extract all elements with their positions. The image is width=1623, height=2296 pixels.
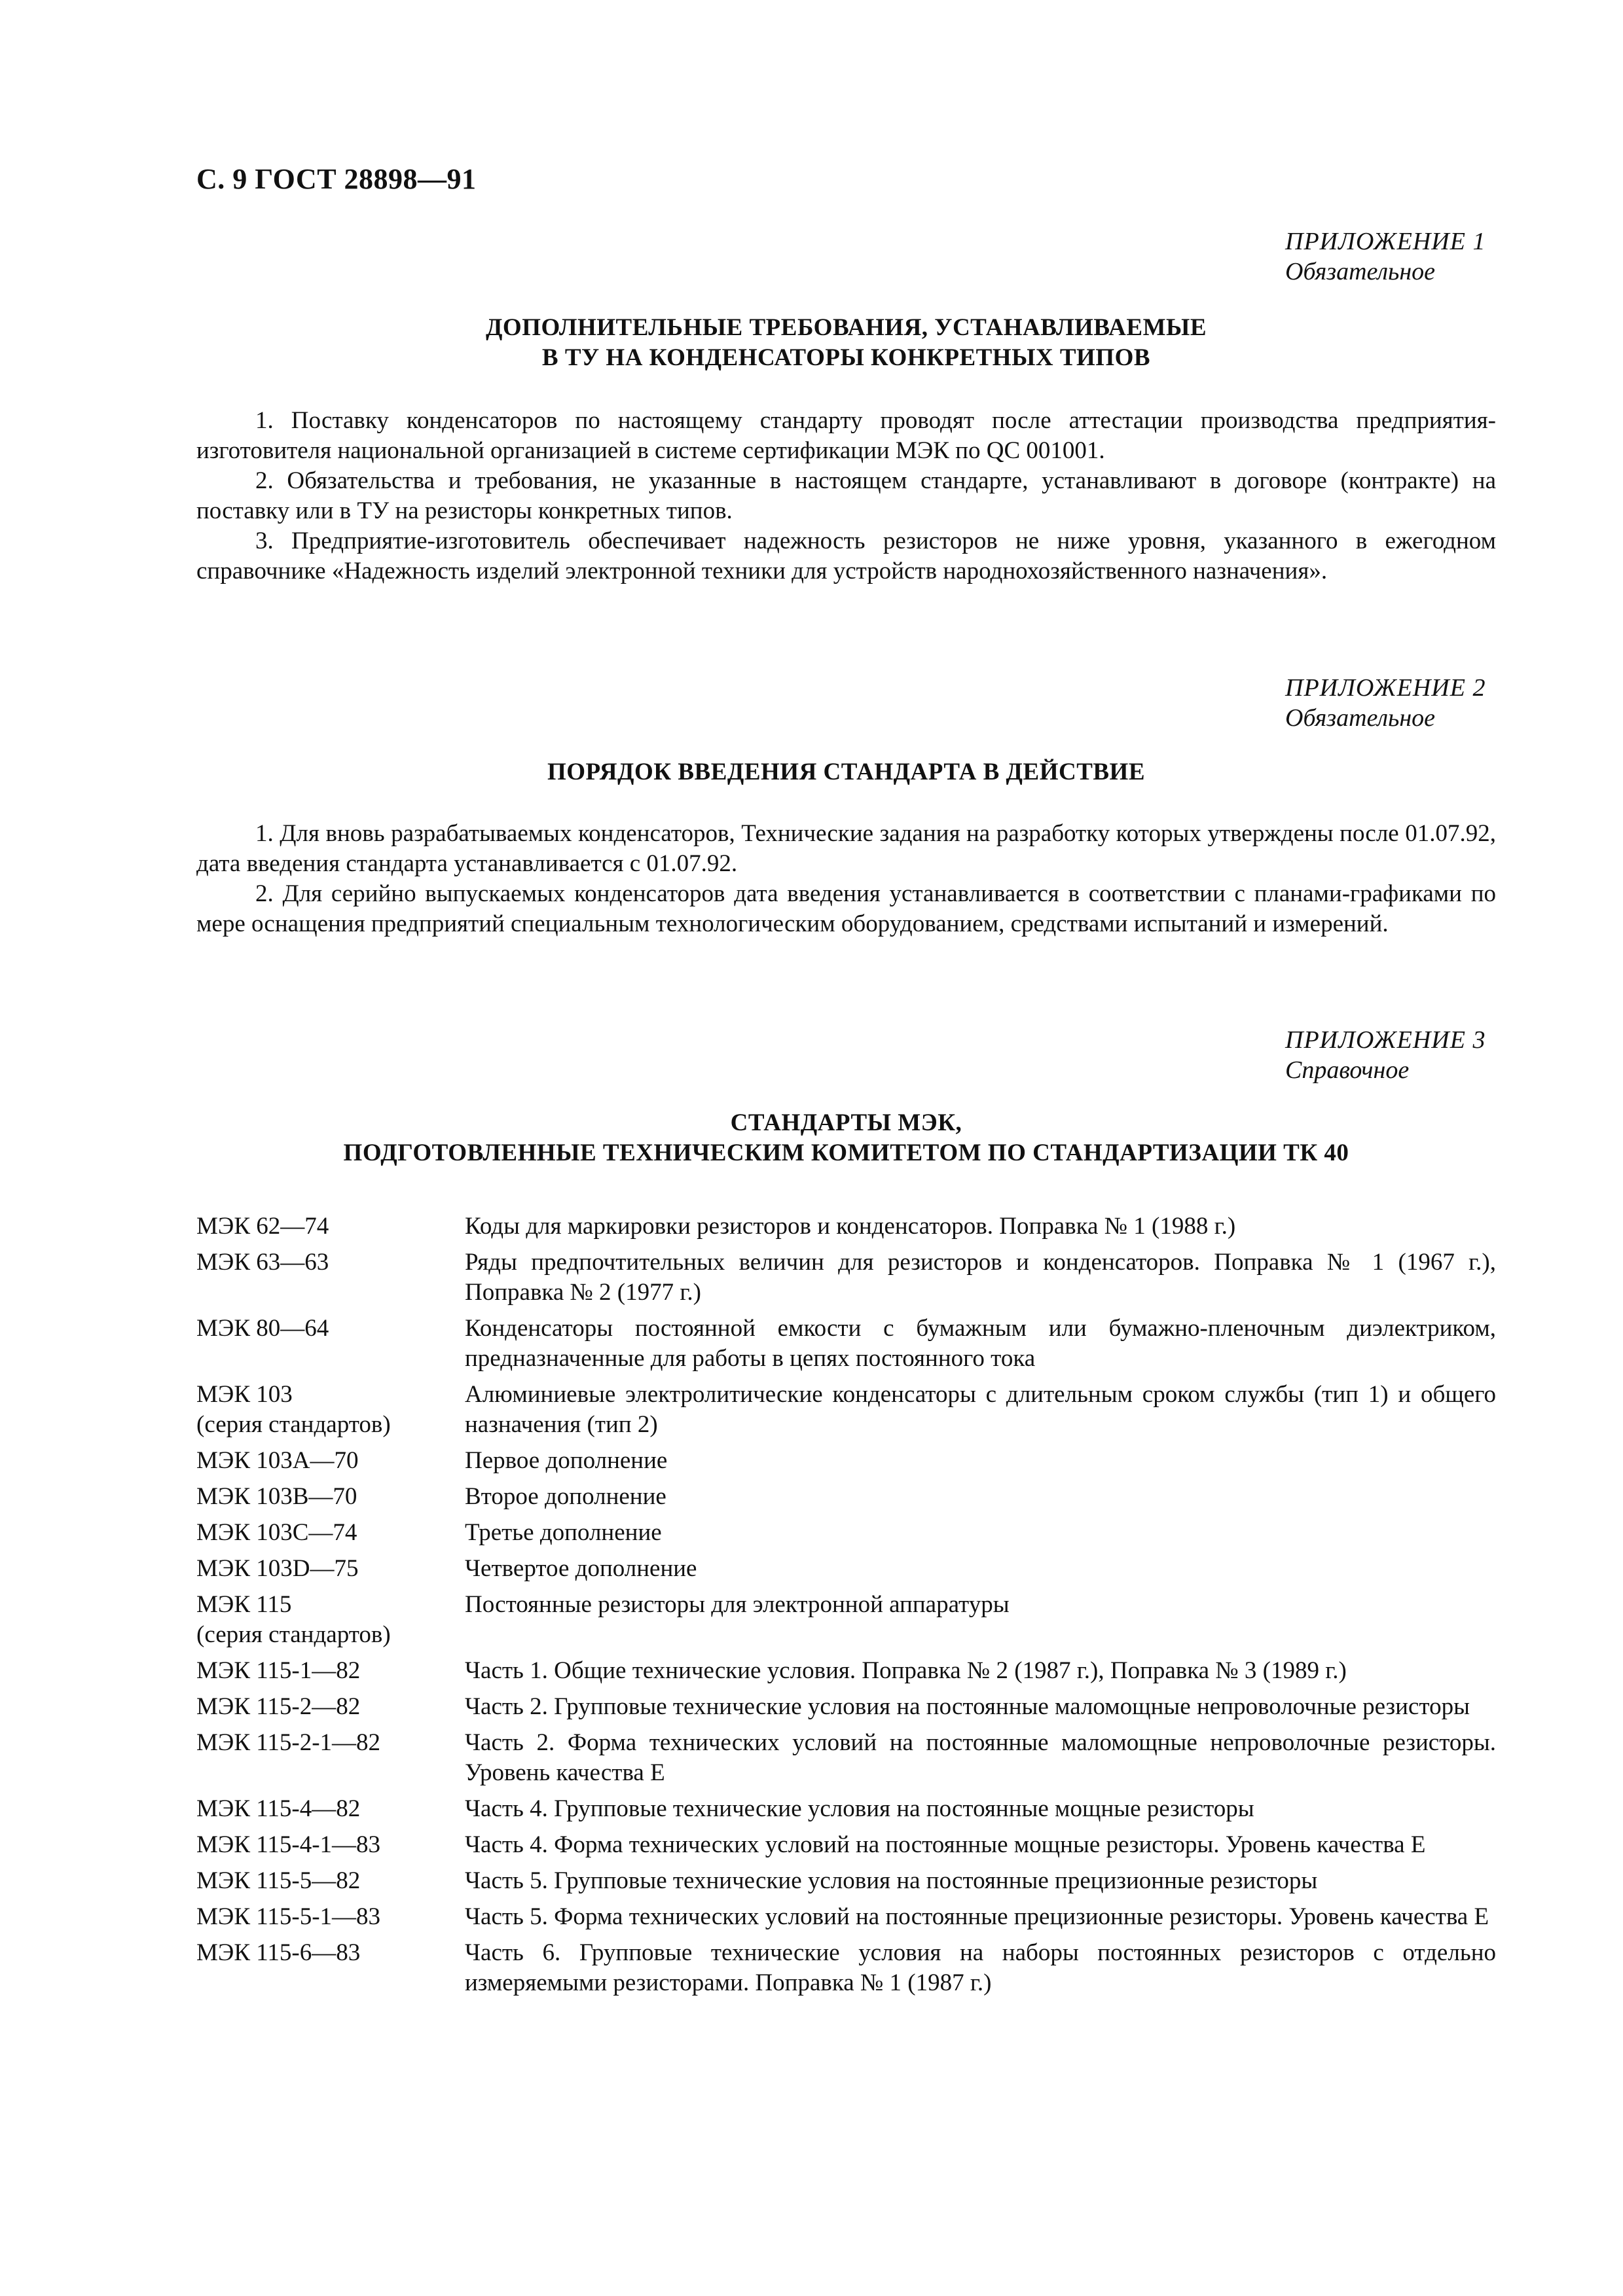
standard-code: МЭК 115-1—82 (196, 1657, 361, 1684)
page-header: С. 9 ГОСТ 28898—91 (196, 163, 477, 195)
standard-row (196, 1830, 1496, 1860)
standard-description: Часть 2. Форма технических условий на постоянные маломощные непроволочные резисторы. Уровень качества Е (465, 1729, 1496, 1786)
standard-row (196, 1794, 1496, 1824)
iec-standards-list (196, 1211, 1496, 2004)
appendix-1-label (1285, 226, 1486, 287)
standard-code: МЭК 62—74 (196, 1213, 329, 1240)
standard-row (196, 1656, 1496, 1686)
standard-row (196, 1866, 1496, 1896)
appendix-2-paragraph: 2. Для серийно выпускаемых конденсаторов дата введения устанавливается в соответствии с планами-графиками по мере оснащения предприятий специальным технологическим оборудованием, средствами испытаний и измерений. (196, 880, 1496, 937)
standard-code: МЭК 115-4—82 (196, 1795, 361, 1822)
standard-description: Часть 4. Групповые технические условия на постоянные мощные резисторы (465, 1795, 1254, 1822)
standard-row (196, 1590, 1496, 1650)
standard-series-note: (серия стандартов) (196, 1411, 391, 1438)
appendix-1-paragraph: 1. Поставку конденсаторов по настоящему стандарту проводят после аттестации производства предприятия-изготовителя национальной организацией в системе сертификации МЭК по QC 001001. (196, 407, 1496, 464)
appendix-1-paragraph: 2. Обязательства и требования, не указанные в настоящем стандарте, устанавливают в договоре (контракте) на поставку или в ТУ на резисторы конкретных типов. (196, 467, 1496, 524)
appendix-2-title (196, 757, 1496, 787)
standard-description: Первое дополнение (465, 1447, 668, 1474)
standard-code: МЭК 80—64 (196, 1315, 329, 1342)
standard-code: МЭК 115-2—82 (196, 1693, 361, 1720)
appendix-2-body (196, 819, 1496, 939)
standard-code: МЭК 115-5-1—83 (196, 1903, 381, 1930)
standard-row (196, 1902, 1496, 1932)
appendix-3-title-line-1: СТАНДАРТЫ МЭК, (730, 1109, 962, 1136)
standard-description: Второе дополнение (465, 1483, 666, 1510)
standard-description: Четвертое дополнение (465, 1555, 697, 1582)
appendix-1-status: Обязательное (1285, 258, 1436, 285)
standard-row (196, 1211, 1496, 1242)
standard-description: Третье дополнение (465, 1519, 662, 1546)
standard-code: МЭК 103С—74 (196, 1519, 357, 1546)
standard-code: МЭК 115-2-1—82 (196, 1729, 381, 1756)
standard-row (196, 1692, 1496, 1722)
standard-description: Часть 5. Групповые технические условия на постоянные прецизионные резисторы (465, 1867, 1318, 1894)
appendix-3-title-line-2: ПОДГОТОВЛЕННЫЕ ТЕХНИЧЕСКИМ КОМИТЕТОМ ПО СТАНДАРТИЗАЦИИ ТК 40 (343, 1139, 1349, 1166)
appendix-3-title (196, 1108, 1496, 1168)
appendix-3-label (1285, 1025, 1486, 1085)
standard-row (196, 1446, 1496, 1476)
standard-code: МЭК 115-6—83 (196, 1939, 361, 1966)
standard-row (196, 1728, 1496, 1788)
appendix-2-paragraph: 1. Для вновь разрабатываемых конденсаторов, Технические задания на разработку которых утверждены после 01.07.92, дата введения стандарта устанавливается с 01.07.92. (196, 820, 1496, 877)
standard-description: Часть 2. Групповые технические условия на постоянные маломощные непроволочные резисторы (465, 1693, 1470, 1720)
appendix-2-status: Обязательное (1285, 704, 1436, 732)
standard-description: Постоянные резисторы для электронной аппаратуры (465, 1591, 1010, 1618)
standard-row (196, 1554, 1496, 1584)
standard-row (196, 1314, 1496, 1374)
standard-description: Конденсаторы постоянной емкости с бумажным или бумажно-пленочным диэлектриком, предназначенные для работы в цепях постоянного тока (465, 1315, 1496, 1372)
standard-code: МЭК 103А—70 (196, 1447, 359, 1474)
standard-row (196, 1482, 1496, 1512)
standard-row (196, 1380, 1496, 1440)
appendix-2-number: ПРИЛОЖЕНИЕ 2 (1285, 674, 1486, 702)
appendix-1-paragraph: 3. Предприятие-изготовитель обеспечивает надежность резисторов не ниже уровня, указанного в ежегодном справочнике «Надежность изделий электронной техники для устройств народнохозяйственного назначения». (196, 528, 1496, 584)
appendix-3-status: Справочное (1285, 1056, 1410, 1084)
standard-description: Часть 5. Форма технических условий на постоянные прецизионные резисторы. Уровень качества Е (465, 1903, 1489, 1930)
appendix-2-title-line: ПОРЯДОК ВВЕДЕНИЯ СТАНДАРТА В ДЕЙСТВИЕ (547, 759, 1146, 785)
appendix-1-title-line-2: В ТУ НА КОНДЕНСАТОРЫ КОНКРЕТНЫХ ТИПОВ (541, 344, 1151, 371)
appendix-1-title (196, 313, 1496, 373)
standard-code: МЭК 63—63 (196, 1249, 329, 1276)
standard-description: Часть 4. Форма технических условий на постоянные мощные резисторы. Уровень качества Е (465, 1831, 1426, 1858)
standard-code: МЭК 115-5—82 (196, 1867, 361, 1894)
standard-description: Часть 1. Общие технические условия. Поправка № 2 (1987 г.), Поправка № 3 (1989 г.) (465, 1657, 1347, 1684)
appendix-3-number: ПРИЛОЖЕНИЕ 3 (1285, 1026, 1486, 1054)
standard-series-note: (серия стандартов) (196, 1621, 391, 1648)
standard-row (196, 1247, 1496, 1308)
standard-code: МЭК 115-4-1—83 (196, 1831, 381, 1858)
standard-row (196, 1938, 1496, 1998)
appendix-1-number: ПРИЛОЖЕНИЕ 1 (1285, 228, 1486, 255)
standard-code: МЭК 103В—70 (196, 1483, 357, 1510)
appendix-2-label (1285, 673, 1486, 733)
standard-description: Коды для маркировки резисторов и конденсаторов. Поправка № 1 (1988 г.) (465, 1213, 1236, 1240)
appendix-1-body (196, 406, 1496, 586)
standard-description: Алюминиевые электролитические конденсаторы с длительным сроком службы (тип 1) и общего назначения (тип 2) (465, 1381, 1496, 1438)
standard-description: Ряды предпочтительных величин для резисторов и конденсаторов. Поправка № 1 (1967 г.), Поправка № 2 (1977 г.) (465, 1249, 1496, 1306)
standard-code: МЭК 115 (серия стандартов) (196, 1590, 465, 1650)
appendix-1-title-line-1: ДОПОЛНИТЕЛЬНЫЕ ТРЕБОВАНИЯ, УСТАНАВЛИВАЕМЫЕ (485, 314, 1207, 341)
standard-row (196, 1518, 1496, 1548)
standard-code: МЭК 103D—75 (196, 1555, 359, 1582)
standard-description: Часть 6. Групповые технические условия на наборы постоянных резисторов с отдельно измеряемыми резисторами. Поправка № 1 (1987 г.) (465, 1939, 1496, 1996)
standard-code: МЭК 103 (серия стандартов) (196, 1380, 465, 1440)
